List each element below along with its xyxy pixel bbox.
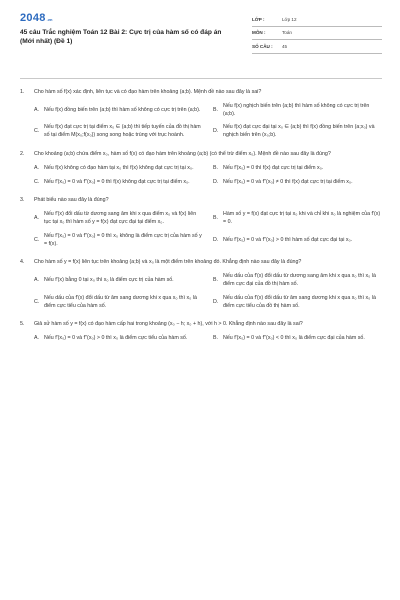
option-letter: C.: [34, 298, 40, 305]
option-letter: D.: [213, 298, 219, 305]
answer-options: [20, 165, 382, 187]
option-text: Nếu f'(x₀) = 0 và f''(x₀) > 0 thì hàm số đạt cực đại tại x₀.: [223, 236, 353, 243]
answer-option-c[interactable]: [34, 233, 203, 249]
answer-option-d[interactable]: [213, 295, 382, 311]
option-text: Nếu f(x) không có đạo hàm tại x₀ thì f(x) không đạt cực trị tại x₀.: [44, 164, 194, 171]
question-text: Phát biểu nào sau đây là đúng?: [34, 197, 109, 204]
question-item: [20, 197, 382, 248]
document-header: [20, 10, 382, 66]
answer-option-b[interactable]: [213, 211, 382, 227]
answer-options: [20, 273, 382, 310]
answer-option-b[interactable]: [213, 335, 382, 343]
option-letter: A.: [34, 106, 40, 113]
answer-option-d[interactable]: [213, 124, 382, 140]
info-row-subject: [252, 27, 382, 41]
option-text: Nếu f(x) đạt cực đại tại x₀ ∈ (a;b) thì f(x) đồng biến trên (a;x₀) và nghịch biến trên (x₀;b).: [223, 124, 375, 139]
question-header: [20, 321, 382, 329]
answer-option-b[interactable]: [213, 273, 382, 289]
document-title: 45 câu Trắc nghiệm Toán 12 Bài 2: Cực trị của hàm số có đáp án (Mới nhất) (Đề 1): [20, 29, 222, 45]
question-item: [20, 321, 382, 343]
question-header: [20, 259, 382, 267]
answer-options: [20, 103, 382, 140]
option-text: Nếu dấu của f'(x) đổi dấu từ dương sang âm khi x qua x₀ thì x₀ là điểm cực đại của đồ thị hàm số.: [223, 273, 376, 287]
info-row-class: [252, 13, 382, 27]
answer-options: [20, 211, 382, 248]
answer-option-a[interactable]: [34, 273, 203, 289]
option-text: Nếu f'(x₀) = 0 và f''(x₀) ≠ 0 thì f(x) đạt cực trị tại điểm x₀.: [223, 178, 353, 185]
question-number: 5.: [20, 321, 25, 328]
option-letter: B.: [213, 106, 219, 113]
option-letter: D.: [213, 236, 219, 243]
option-text: Nếu dấu của f'(x) đổi dấu từ âm sang dương khi x qua x₀ thì x₀ là điểm cực tiểu của đồ thị hàm số.: [223, 294, 376, 309]
option-text: Nếu f'(x₀) = 0 và f''(x₀) = 0 thì f(x) không đạt cực trị tại điểm x₀.: [44, 178, 190, 185]
question-text: Cho hàm số y = f(x) liên tục trên khoảng (a;b) và x₀ là một điểm trên khoảng đó. Khẳng định nào sau đây là đúng?: [34, 259, 302, 266]
info-value: Lớp 12: [282, 16, 297, 22]
question-header: [20, 89, 382, 97]
answer-option-a[interactable]: [34, 211, 203, 227]
answer-option-a[interactable]: [34, 103, 203, 119]
option-letter: B.: [213, 277, 219, 284]
question-number: 3.: [20, 197, 25, 204]
question-list: [20, 89, 382, 343]
question-header: [20, 197, 382, 205]
option-text: Nếu f'(x) bằng 0 tại x₀ thì x₀ là điểm cực trị của hàm số.: [44, 277, 174, 284]
option-text: Nếu f'(x) đổi dấu từ dương sang âm khi x qua điểm x₀ và f(x) liên tục tại x₀ thì hàm số y = f(x) đạt cực đại tại điểm x₀.: [44, 211, 197, 225]
option-letter: C.: [34, 236, 40, 243]
question-number: 4.: [20, 259, 25, 266]
option-letter: D.: [213, 178, 219, 185]
answer-option-b[interactable]: [213, 103, 382, 119]
answer-option-c[interactable]: [34, 179, 203, 187]
answer-option-d[interactable]: [213, 179, 382, 187]
question-text: Cho hàm số f(x) xác định, liên tục và có đạo hàm trên khoảng (a;b). Mệnh đề nào sau đây là sai?: [34, 89, 262, 95]
question-item: [20, 151, 382, 186]
site-logo[interactable]: [20, 12, 225, 24]
option-text: Nếu f(x) đạt cực trị tại điểm x₀ ∈ (a;b) thì tiếp tuyến của đồ thị hàm số tại điểm M(x₀;f(x₀)) song song hoặc trùng với trục hoành.: [44, 124, 201, 139]
answer-option-a[interactable]: [34, 165, 203, 173]
answer-option-b[interactable]: [213, 165, 382, 173]
logo-suffix: .vn: [46, 17, 53, 22]
question-item: [20, 259, 382, 310]
question-item: [20, 89, 382, 140]
logo-text: 2048: [20, 12, 46, 24]
option-letter: C.: [34, 178, 40, 185]
option-text: Hàm số y = f(x) đạt cực trị tại x₀ khi và chỉ khi x₀ là nghiệm của f'(x) = 0.: [223, 211, 381, 225]
option-letter: A.: [34, 164, 40, 171]
option-letter: B.: [213, 335, 219, 342]
option-text: Nếu f(x) đồng biến trên (a;b) thì hàm số không có cực trị trên (a;b).: [44, 106, 201, 113]
info-label: SỐ CÂU :: [252, 43, 273, 49]
info-row-count: [252, 40, 382, 54]
info-value: Toán: [282, 30, 292, 36]
option-letter: A.: [34, 277, 40, 284]
answer-option-c[interactable]: [34, 124, 203, 140]
question-text: Giả sử hàm số y = f(x) có đạo hàm cấp hai trong khoảng (x₀ − h; x₀ + h), với h > 0. Khẳng định nào sau đây là sai?: [34, 321, 303, 328]
answer-option-d[interactable]: [213, 233, 382, 249]
info-table: [252, 13, 382, 54]
answer-option-a[interactable]: [34, 335, 203, 343]
option-text: Nếu f'(x₀) = 0 thì f(x) đạt cực trị tại điểm x₀.: [223, 164, 324, 171]
option-letter: A.: [34, 335, 40, 342]
question-number: 2.: [20, 150, 25, 157]
option-letter: A.: [34, 215, 40, 222]
header-left: [20, 10, 225, 46]
question-number: 1.: [20, 89, 25, 95]
option-text: Nếu f'(x₀) = 0 và f''(x₀) > 0 thì x₀ là điểm cực tiểu của hàm số.: [44, 335, 188, 342]
info-label: LỚP :: [252, 16, 265, 22]
option-letter: D.: [213, 128, 219, 135]
question-header: [20, 151, 382, 159]
header-divider: [20, 78, 382, 79]
answer-option-c[interactable]: [34, 295, 203, 311]
option-letter: C.: [34, 128, 40, 135]
option-letter: B.: [213, 215, 219, 222]
option-text: Nếu f(x) nghịch biến trên (a;b) thì hàm số không có cực trị trên (a;b).: [223, 102, 370, 117]
option-letter: B.: [213, 164, 219, 171]
question-text: Cho khoảng (a;b) chứa điểm x₀, hàm số f(x) có đạo hàm trên khoảng (a;b) (có thể trừ điểm x₀). Mệnh đề nào sau đây là đúng?: [34, 150, 331, 157]
answer-options: [20, 335, 382, 343]
option-text: Nếu f'(x₀) = 0 và f''(x₀) = 0 thì x₀ không là điểm cực trị của hàm số y = f(x).: [44, 232, 202, 247]
info-label: MÔN :: [252, 30, 266, 36]
info-value: 45: [282, 43, 288, 49]
option-text: Nếu f'(x₀) = 0 và f''(x₀) < 0 thì x₀ là điểm cực đại của hàm số.: [223, 335, 365, 342]
option-text: Nếu dấu của f'(x) đổi dấu từ âm sang dương khi x qua x₀ thì x₀ là điểm cực tiểu của hàm số.: [44, 294, 197, 309]
